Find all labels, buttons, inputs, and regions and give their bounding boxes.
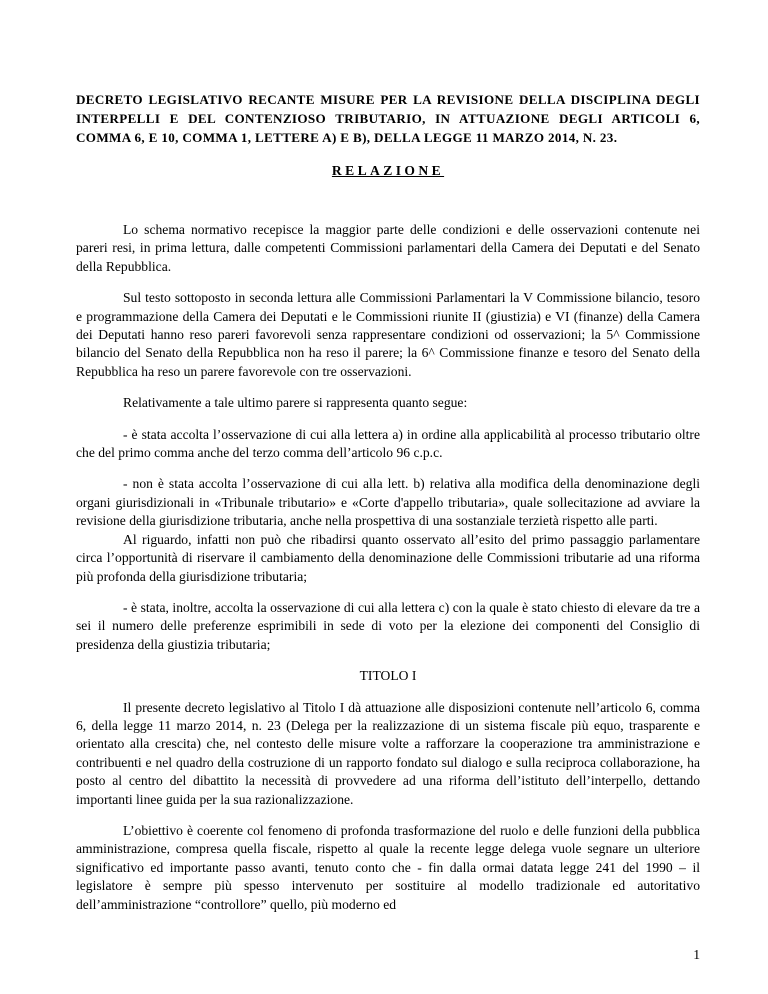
paragraph: Relativamente a tale ultimo parere si rappresenta quanto segue: — [123, 395, 468, 411]
paragraph: - è stata accolta l’osservazione di cui alla lettera a) in ordine alla applicabilità al processo tributario oltre che del primo comma anche del terzo comma dell’articolo 96 c.p.c. — [76, 426, 700, 461]
section-heading: TITOLO I — [359, 668, 417, 684]
document-heading: DECRETO LEGISLATIVO RECANTE MISURE PER LA REVISIONE DELLA DISCIPLINA DEGLI INTERPELLI E DEL CONTENZIOSO TRIBUTARIO, IN ATTUAZIONE DEGLI ARTICOLI 6, COMMA 6, E 10, COMMA 1, LETTERE A) E B), DELLA LEGGE 11 MARZO 2014, N. 23. — [76, 92, 700, 145]
page-number: 1 — [693, 947, 700, 962]
paragraph: - non è stata accolta l’osservazione di cui alla lett. b) relativa alla modifica della denominazione degli organi giurisdizionali in «Tribunale tributario» e «Corte d'appello tributaria», quale sollecitazione ad avviare la revisione della giurisdizione tributaria, anche nella prospettiva di una sostanziale terzietà rispetto alle parti. — [76, 476, 700, 529]
paragraph: Al riguardo, infatti non può che ribadirsi quanto osservato all’esito del primo passaggio parlamentare circa l’opportunità di riservare il cambiamento della denominazione delle Commissioni tributarie ad una riforma più profonda della giurisdizione tributaria; — [76, 531, 700, 584]
paragraph: L’obiettivo è coerente col fenomeno di profonda trasformazione del ruolo e delle funzioni della pubblica amministrazione, compresa quella fiscale, rispetto al quale la recente legge delega vuole segnare un ulteriore significativo ed importante passo avanti, tenuto conto che - fin dalla ormai datata legge 241 del 1990 – il legislatore è sempre più spesso intervenuto per sostituire al modello tradizionale ed autoritativo dell’amministrazione “controllore” quello, più moderno ed — [76, 822, 700, 912]
paragraph: Il presente decreto legislativo al Titolo I dà attuazione alle disposizioni contenute nell’articolo 6, comma 6, della legge 11 marzo 2014, n. 23 (Delega per la realizzazione di un sistema fiscale più equo, trasparente e orientato alla crescita) che, nel contesto delle misure volte a rafforzare la cooperazione tra amministrazione e contribuenti e nel quadro della costruzione di un rapporto fondato sul dialogo e sulla reciproca collaborazione, ha posto al centro del dibattito la necessità di provvedere ad una riforma dell’istituto dell’interpello, dettando importanti linee guida per la sua razionalizzazione. — [76, 699, 700, 807]
document-title: RELAZIONE — [331, 163, 445, 178]
paragraph: Sul testo sottoposto in seconda lettura alle Commissioni Parlamentari la V Commissione bilancio, tesoro e programmazione della Camera dei Deputati e le Commissioni riunite II (giustizia) e VI (finanze) della Camera dei Deputati hanno reso pareri favorevoli senza rappresentare condizioni od osservazioni; la 5^ Commissione bilancio del Senato della Repubblica non ha reso il parere; la 6^ Commissione finanze e tesoro del Senato della Repubblica ha reso un parere favorevole con tre osservazioni. — [76, 290, 700, 379]
paragraph: Lo schema normativo recepisce la maggior parte delle condizioni e delle osservazioni contenute nei pareri resi, in prima lettura, dalle competenti Commissioni parlamentari della Camera dei Deputati e del Senato della Repubblica. — [76, 222, 700, 274]
document-body — [76, 90, 700, 914]
paragraph: - è stata, inoltre, accolta la osservazione di cui alla lettera c) con la quale è stato chiesto di elevare da tre a sei il numero delle preferenze esprimibili in sede di voto per la elezione dei componenti del Consiglio di presidenza della giustizia tributaria; — [76, 599, 700, 652]
